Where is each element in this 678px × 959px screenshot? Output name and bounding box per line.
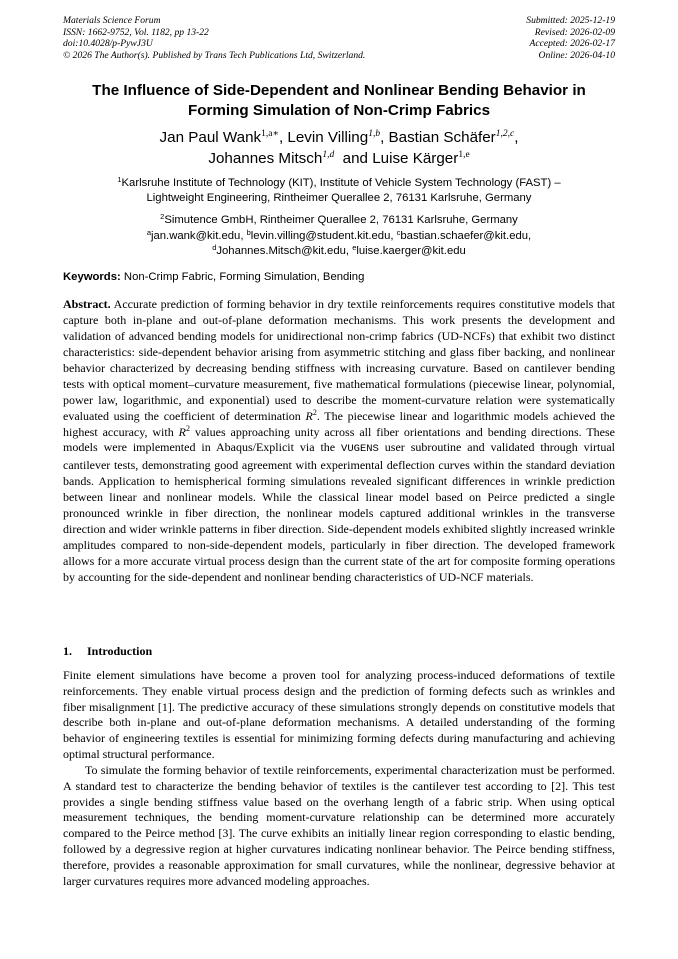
email-line [63,244,615,259]
header-row [63,50,615,62]
math-exponent: 2 [312,407,317,417]
abstract-text: Accurate prediction of forming behavior in dry textile reinforcements requires constitutive models that capture both in-plane and out-of-plane deformation mechanisms. This work presents the development and validation of advanced bending models for unidirectional non-crimp fabrics (UD-NCFs) that exhibit two distinct characteristics: side-dependent behavior arising from asymmetric stitching and glass fiber backing, and nonlinear behavior characterized by decreasing bending stiffness with increasing curvature. Based on cantilever bending tests with optical moment–curvature measurement, five mathematical formulations (piecewise linear, polynomial, power law, logarithmic, and exponential) used to describe the moment-curvature relation were systematically evaluated using the coefficient of determination [63,297,615,423]
email-separator: , [240,230,247,242]
accepted-date: Accepted: 2026-02-17 [529,38,615,49]
affiliation-2 [63,213,615,228]
online-date: Online: 2026-04-10 [538,49,615,61]
affiliation-marker: 1 [117,175,122,184]
author-marker: 1,d [322,150,335,160]
journal-name: Materials Science Forum [63,15,161,26]
title-line: The Influence of Side-Dependent and Nonlinear Bending Behavior in [92,82,586,99]
keywords-text: Non-Crimp Fabric, Forming Simulation, Bending [120,271,365,283]
affiliation-text: Lightweight Engineering, Rintheimer Querallee 2, 76131 Karlsruhe, Germany [146,192,532,204]
abstract-text: values approaching unity across all fiber orientations and bending directions. These models were implemented in Abaqus/Explicit via the [63,424,615,455]
author-separator: , [380,129,389,146]
author-line [63,148,615,169]
author-name: Jan Paul Wank [159,129,262,146]
keywords-label: Keywords: [63,271,121,283]
email-marker: e [352,243,357,252]
email[interactable]: bastian.schaefer@kit.edu [400,230,529,242]
submitted-date: Submitted: 2025-12-19 [526,15,615,26]
affiliation-line [63,213,615,228]
keywords [63,270,615,285]
author-marker: 1,a∗ [261,129,279,139]
email[interactable]: jan.wank@kit.edu [150,230,241,242]
header-row [63,38,615,50]
author-name: Luise Kärger [372,150,459,167]
author-list [63,127,615,169]
author-marker: 1,e [458,150,470,160]
email-marker: d [212,243,217,252]
header-row [63,15,615,27]
email-list [63,229,615,259]
author-line [63,127,615,148]
section-title: Introduction [87,644,153,658]
affiliation-line [63,191,615,206]
affiliation-1 [63,176,615,206]
author-name: Levin Villing [287,129,369,146]
code-term: VUGENS [341,443,379,456]
math-exponent: 2 [186,423,191,433]
affiliation-text: Karlsruhe Institute of Technology (KIT), Institute of Vehicle System Technology (FAST) – [121,177,561,189]
author-marker: 1,2,c [495,129,515,139]
abstract [63,297,615,586]
email-separator: , [390,230,397,242]
email-separator: , [345,245,353,257]
abstract-text: . The piecewise linear and logarithmic models achieved the highest accuracy, with [63,408,615,439]
email-separator: , [528,230,532,242]
header-row [63,27,615,39]
math-symbol: R [178,424,187,439]
section-heading [63,644,152,659]
page-header [63,15,615,61]
email[interactable]: Johannes.Mitsch@kit.edu [216,245,346,257]
issn-info: ISSN: 1662-9752, Vol. 1182, pp 13-22 [63,26,209,38]
affiliation-text: Simutence GmbH, Rintheimer Querallee 2, 76131 Karlsruhe, Germany [164,214,518,226]
author-name: Johannes Mitsch [208,150,323,167]
email[interactable]: levin.villing@student.kit.edu [250,230,391,242]
email-line [63,229,615,244]
math-symbol: R [305,408,313,423]
affiliation-marker: 2 [160,212,165,221]
email-marker: c [396,228,401,237]
author-separator: , [514,129,519,146]
section-number: 1. [63,644,72,658]
author-separator: , [278,129,288,146]
title-line: Forming Simulation of Non-Crimp Fabrics [187,102,491,119]
email-marker: b [246,228,251,237]
revised-date: Revised: 2026-02-09 [534,26,615,38]
email[interactable]: luise.kaerger@kit.edu [356,245,466,257]
abstract-label: Abstract. [63,297,111,311]
author-separator: and [334,150,373,167]
abstract-text: user subroutine and validated through virtual cantilever tests, demonstrating good agreement with experimental deflection curves within the standard deviation bands. Application to hemispherical forming simulations revealed significant differences in wrinkle prediction between linear and nonlinear models. While the classical linear model based on Peirce predicted a single pronounced wrinkle in fiber direction, the nonlinear models captured additional wrinkles in the transverse direction and wider wrinkle patterns in fiber direction. Side-dependent models exhibited slightly increased wrinkle amplitudes compared to non-side-dependent models, particularly in fiber direction. The developed framework allows for a more accurate virtual process design than the current state of the art for composite forming operations by accounting for the side-dependent and nonlinear bending characteristics of UD-NCF materials. [63,440,615,584]
paragraph: Finite element simulations have become a proven tool for analyzing process-induced deformations of textile reinforcements. They enable virtual process design and the prediction of forming defects such as wrinkles and fiber misalignment [1]. The predictive accuracy of these simulations strongly depends on constitutive models that describe both in-plane and out-of-plane deformation mechanisms. A detailed understanding of the forming behavior of engineering textiles is essential for minimizing forming defects during manufacturing and achieving optimal structural performance. [63,668,615,762]
copyright: © 2026 The Author(s). Published by Trans Tech Publications Ltd, Switzerland. [63,49,366,61]
paragraph: To simulate the forming behavior of textile reinforcements, experimental characterization must be performed. A standard test to characterize the bending behavior of textiles is the cantilever test according to [2]. This test provides a single bending stiffness value based on the overhang length of a fabric strip. When using optical measurement techniques, the bending moment-curvature relationship can be determined more accurately compared to the Peirce method [3]. The curve exhibits an initially linear region corresponding to elastic bending, followed by a degressive region at higher curvatures indicating nonlinear behavior. The Peirce bending stiffness, therefore, provides a reasonable approximation for small curvatures, while the nonlinear, degressive behavior at larger curvatures requires more advanced modeling approaches. [63,762,615,888]
author-name: Bastian Schäfer [388,129,496,146]
email-marker: a [146,228,151,237]
author-marker: 1,b [368,129,381,139]
doi: doi:10.4028/p-PywJ3U [63,38,153,49]
introduction-body [63,668,615,889]
affiliation-line [63,176,615,191]
paper-title [63,81,615,121]
